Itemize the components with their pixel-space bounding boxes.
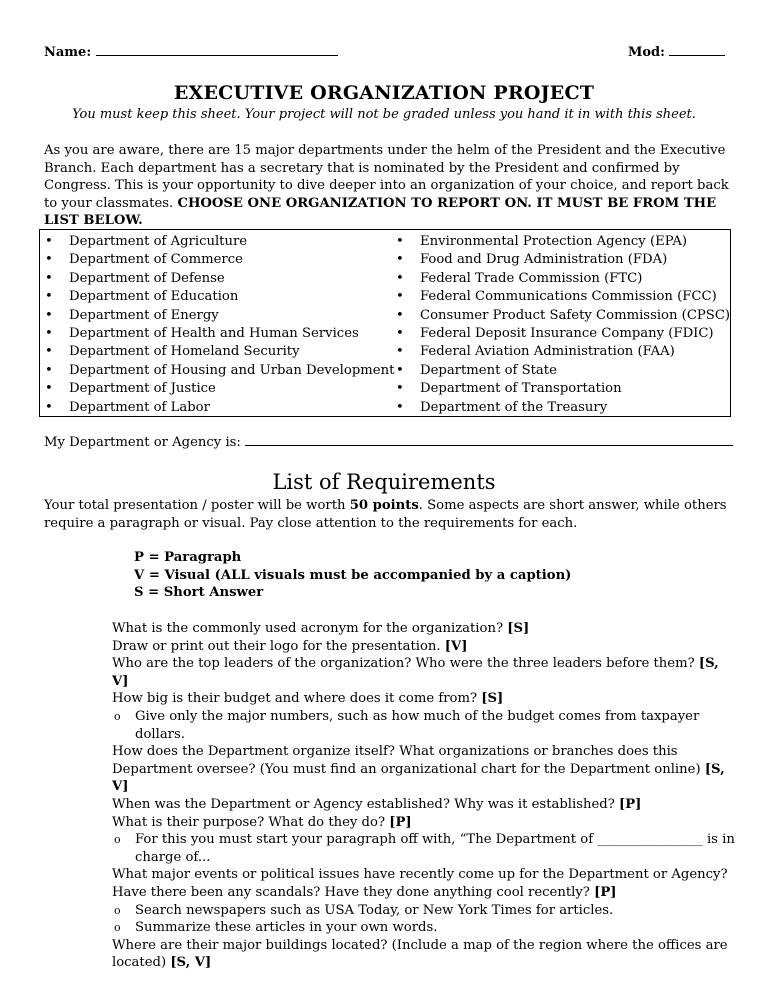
legend-item: V = Visual (ALL visuals must be accompanied by a caption) xyxy=(134,567,572,583)
bullet-icon: • xyxy=(45,325,53,341)
bullet-icon: • xyxy=(396,289,404,305)
department-item xyxy=(45,399,394,417)
requirement-tag: [S, V] xyxy=(112,761,725,795)
bullet-icon: • xyxy=(396,270,404,286)
requirement-text: How does the Department organize itself? What organizations or branches does this Department oversee? (You must find an organizational chart for the Department online) xyxy=(112,744,701,777)
requirement-text: What is the commonly used acronym for the organization? xyxy=(112,621,504,636)
sub-bullet-icon: o xyxy=(114,833,121,847)
sub-bullet-icon: o xyxy=(114,903,121,917)
bullet-icon: • xyxy=(396,234,404,249)
requirement-subitem-text: Give only the major numbers, such as how much of the budget comes from taxpayer dollars. xyxy=(135,708,700,742)
name-field[interactable] xyxy=(44,45,338,60)
requirements-intro-after: . Some aspects are short answer, while others require a paragraph or visual. Pay close attention to the requirements for each. xyxy=(44,498,727,531)
requirement-item xyxy=(88,814,738,832)
department-name: Department of Labor xyxy=(69,399,210,415)
department-item xyxy=(45,233,394,251)
department-name: Department of Homeland Security xyxy=(69,344,300,360)
department-name: Department of Transportation xyxy=(420,381,622,397)
department-name: Department of Health and Human Services xyxy=(69,325,359,341)
bullet-icon: • xyxy=(45,234,53,249)
bullet-icon: • xyxy=(396,399,404,415)
requirement-tag: [S] xyxy=(481,691,504,707)
department-name: Department of Justice xyxy=(69,381,216,397)
requirement-text: When was the Department or Agency established? Why was it established? xyxy=(112,796,615,812)
requirement-item xyxy=(88,866,738,901)
my-department-label: My Department or Agency is: xyxy=(44,435,241,450)
requirement-text: How big is their budget and where does it come from? xyxy=(112,691,478,707)
department-item xyxy=(45,307,394,325)
requirements-intro-before: Your total presentation / poster will be worth xyxy=(44,498,350,513)
department-item xyxy=(396,343,730,361)
department-item xyxy=(396,325,730,343)
requirements-intro xyxy=(44,497,734,532)
bullet-icon: • xyxy=(45,307,53,323)
requirement-subitem-text: Search newspapers such as USA Today, or New York Times for articles. xyxy=(135,902,614,918)
department-name: Department of Energy xyxy=(69,307,219,323)
requirement-item xyxy=(88,655,738,690)
department-name: Department of Commerce xyxy=(69,252,243,268)
bullet-icon: • xyxy=(45,252,53,268)
requirement-tag: [P] xyxy=(389,814,412,830)
bullet-icon: • xyxy=(45,270,53,286)
mod-field[interactable] xyxy=(628,45,725,60)
department-item xyxy=(45,251,394,269)
requirement-text: Where are their major buildings located? (Include a map of the region where the offices are located) xyxy=(112,937,728,971)
bullet-icon: • xyxy=(396,362,404,378)
requirement-item xyxy=(88,796,738,814)
department-name: Department of State xyxy=(420,362,557,378)
page-subtitle: You must keep this sheet. Your project will not be graded unless you hand it in with this sheet. xyxy=(72,107,696,122)
department-list-box xyxy=(39,229,731,417)
department-name: Department of Housing and Urban Development xyxy=(69,362,395,378)
requirement-subitem-text: For this you must start your paragraph off with, “The Department of ________________ is in charge of... xyxy=(135,832,735,865)
bullet-icon: • xyxy=(396,325,404,341)
page-title: EXECUTIVE ORGANIZATION PROJECT xyxy=(173,82,595,104)
my-department-field[interactable] xyxy=(44,435,733,450)
department-item xyxy=(45,270,394,288)
mod-label: Mod: xyxy=(628,45,665,60)
department-name: Federal Aviation Administration (FAA) xyxy=(420,344,675,360)
department-item xyxy=(396,288,730,306)
requirement-tag: [S, V] xyxy=(112,656,719,689)
department-item xyxy=(396,233,730,251)
requirement-subitem xyxy=(88,708,738,743)
bullet-icon: • xyxy=(45,399,53,415)
requirement-tag: [P] xyxy=(594,884,617,900)
requirement-item xyxy=(88,638,738,656)
intro-text: As you are aware, there are 15 major departments under the helm of the President and the Executive Branch. Each department has a secretary that is nominated by the President and confirmed by Congress. This is your opportunity to dive deeper into an organization of your choice, and report back to your classmates. xyxy=(44,143,729,211)
requirement-tag: [S] xyxy=(507,621,530,636)
department-item xyxy=(45,380,394,398)
bullet-icon: • xyxy=(396,307,404,323)
requirement-tag: [V] xyxy=(444,638,468,654)
requirement-item xyxy=(88,620,738,638)
bullet-icon: • xyxy=(396,344,404,360)
bullet-icon: • xyxy=(396,252,404,268)
requirements-list xyxy=(88,620,738,972)
department-item xyxy=(396,307,730,325)
my-department-blank[interactable] xyxy=(245,445,733,446)
requirement-subitem xyxy=(88,831,738,866)
requirement-tag: [P] xyxy=(619,796,642,812)
department-column-right xyxy=(396,233,730,417)
requirements-title: List of Requirements xyxy=(272,470,496,494)
department-name: Environmental Protection Agency (EPA) xyxy=(420,234,688,249)
department-item xyxy=(45,325,394,343)
department-item xyxy=(396,380,730,398)
sub-bullet-icon: o xyxy=(114,709,121,723)
department-name: Department of Education xyxy=(69,289,239,305)
department-name: Department of Agriculture xyxy=(69,234,248,249)
department-item xyxy=(45,288,394,306)
legend-item: S = Short Answer xyxy=(134,585,264,601)
department-item xyxy=(45,343,394,361)
department-item xyxy=(396,270,730,288)
department-item xyxy=(396,399,730,417)
department-name: Consumer Product Safety Commission (CPSC) xyxy=(420,307,731,323)
bullet-icon: • xyxy=(45,362,53,378)
bullet-icon: • xyxy=(45,289,53,305)
requirement-tag: [S, V] xyxy=(170,955,212,971)
name-blank[interactable] xyxy=(96,55,338,56)
requirement-subitem xyxy=(88,902,738,920)
requirement-subitem xyxy=(88,919,738,937)
requirement-item xyxy=(88,743,738,796)
requirement-item xyxy=(88,937,738,972)
requirement-subitem-text: Summarize these articles in your own words. xyxy=(135,920,438,936)
department-item xyxy=(396,362,730,380)
bullet-icon: • xyxy=(45,381,53,397)
legend xyxy=(134,549,571,602)
requirements-points: 50 points xyxy=(349,498,419,513)
department-name: Department of Defense xyxy=(69,270,225,286)
requirement-text: Draw or print out their logo for the presentation. xyxy=(112,638,441,654)
department-name: Food and Drug Administration (FDA) xyxy=(420,252,668,268)
department-item xyxy=(45,362,394,380)
department-column-left xyxy=(45,233,394,417)
mod-blank[interactable] xyxy=(669,55,725,56)
requirement-text: What is their purpose? What do they do? xyxy=(112,814,386,830)
sub-bullet-icon: o xyxy=(114,921,121,935)
name-label: Name: xyxy=(44,45,92,60)
department-name: Department of the Treasury xyxy=(420,399,608,415)
bullet-icon: • xyxy=(396,381,404,397)
department-name: Federal Deposit Insurance Company (FDIC) xyxy=(420,325,714,341)
requirement-item xyxy=(88,690,738,708)
requirement-text: What major events or political issues have recently come up for the Department or Agency? Have there been any scandals? Have they done anything cool recently? xyxy=(112,867,728,900)
department-name: Federal Communications Commission (FCC) xyxy=(420,289,717,305)
department-name: Federal Trade Commission (FTC) xyxy=(420,270,643,286)
intro-paragraph xyxy=(44,142,734,230)
legend-item: P = Paragraph xyxy=(134,550,242,565)
intro-emphasis: CHOOSE ONE ORGANIZATION TO REPORT ON. IT MUST BE FROM THE LIST BELOW. xyxy=(44,195,717,228)
bullet-icon: • xyxy=(45,344,53,360)
department-item xyxy=(396,251,730,269)
requirement-text: Who are the top leaders of the organization? Who were the three leaders before them? xyxy=(112,656,695,672)
